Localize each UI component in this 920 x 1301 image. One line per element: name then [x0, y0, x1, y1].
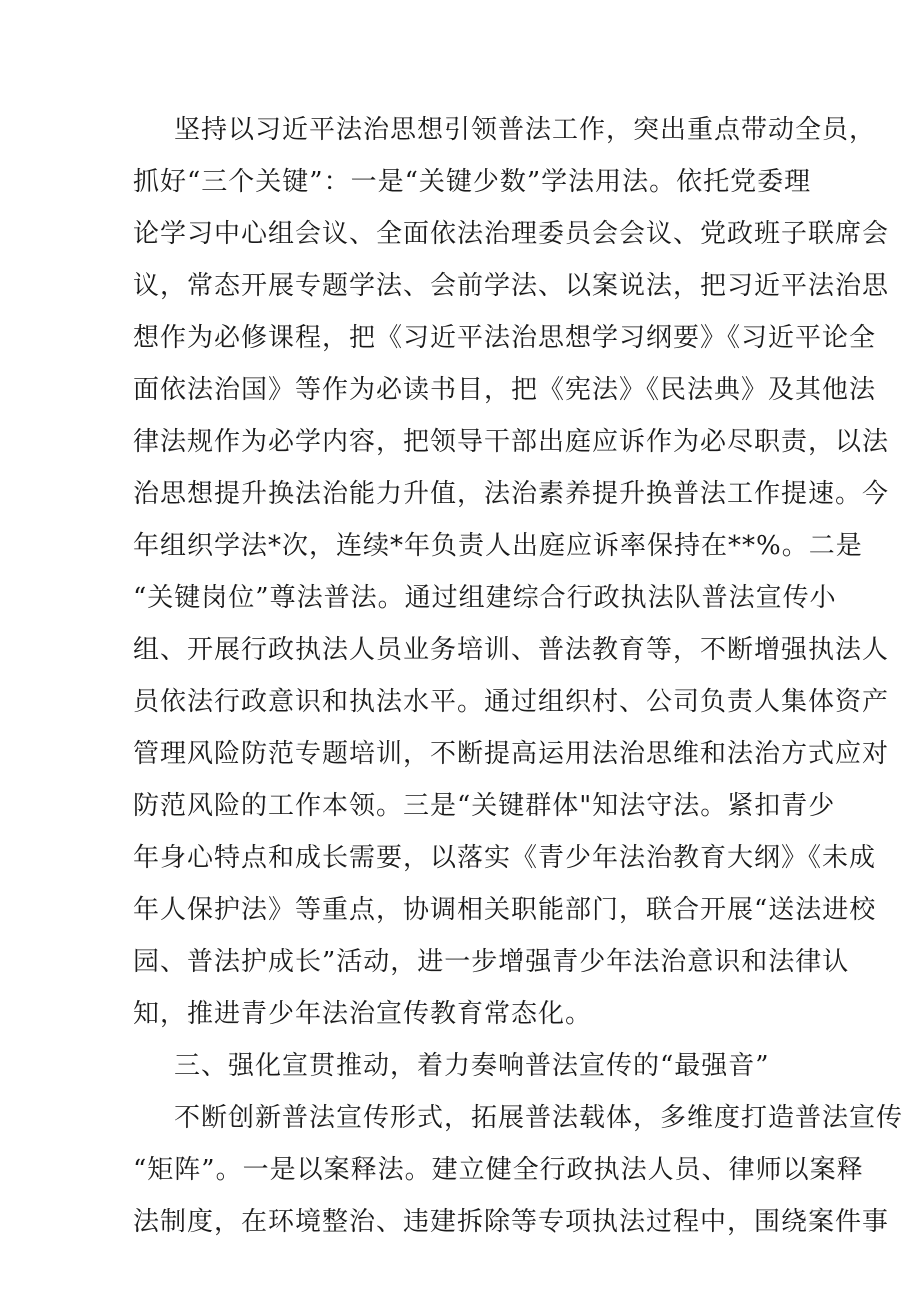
paragraph-line: 议，常态开展专题学法、会前学法、以案说法，把习近平法治思 [133, 271, 890, 301]
paragraph-line: 年身心特点和成长需要，以落实《青少年法治教育大纲》《未成 [133, 843, 877, 873]
paragraph-line: 不断创新普法宣传形式，拓展普法载体，多维度打造普法宣传 [174, 1103, 904, 1133]
paragraph-line: 论学习中心组会议、全面依法治理委员会会议、党政班子联席会 [133, 219, 890, 249]
paragraph-line: 管理风险防范专题培训，不断提高运用法治思维和法治方式应对 [133, 739, 890, 769]
paragraph-line: 法制度，在环境整治、违建拆除等专项执法过程中，围绕案件事 [133, 1207, 890, 1237]
paragraph-line: 想作为必修课程，把《习近平法治思想学习纲要》《习近平论全 [133, 323, 877, 353]
paragraph-line: 年人保护法》等重点，协调相关职能部门，联合开展“送法进校 [133, 895, 877, 925]
paragraph-line: 律法规作为必学内容，把领导干部出庭应诉作为必尽职责，以法 [133, 427, 890, 457]
paragraph-line: 治思想提升换法治能力升值，法治素养提升换普法工作提速。今 [133, 479, 890, 509]
section-heading: 三、强化宣贯推动，着力奏响普法宣传的“最强音” [174, 1051, 770, 1081]
paragraph-line: 年组织学法*次，连续*年负责人出庭应诉率保持在**%。二是 [133, 531, 863, 561]
paragraph-line: 组、开展行政执法人员业务培训、普法教育等，不断增强执法人 [133, 635, 890, 665]
paragraph-line: 员依法行政意识和执法水平。通过组织村、公司负责人集体资产 [133, 687, 890, 717]
paragraph-line: 知，推进青少年法治宣传教育常态化。 [133, 999, 593, 1029]
paragraph-line: 园、普法护成长”活动，进一步增强青少年法治意识和法律认 [133, 947, 850, 977]
paragraph-line: 面依法治国》等作为必读书目，把《宪法》《民法典》及其他法 [133, 375, 877, 405]
paragraph-line: 抓好“三个关键”：一是“关键少数”学法用法。依托党委理 [133, 167, 812, 197]
paragraph-line: “关键岗位”尊法普法。通过组建综合行政执法队普法宣传小 [133, 583, 837, 613]
paragraph-line: “矩阵”。一是以案释法。建立健全行政执法人员、律师以案释 [133, 1155, 864, 1185]
paragraph-line: 防范风险的工作本领。三是“关键群体"知法守法。紧扣青少 [133, 791, 836, 821]
paragraph-line: 坚持以习近平法治思想引领普法工作，突出重点带动全员， [174, 115, 877, 145]
